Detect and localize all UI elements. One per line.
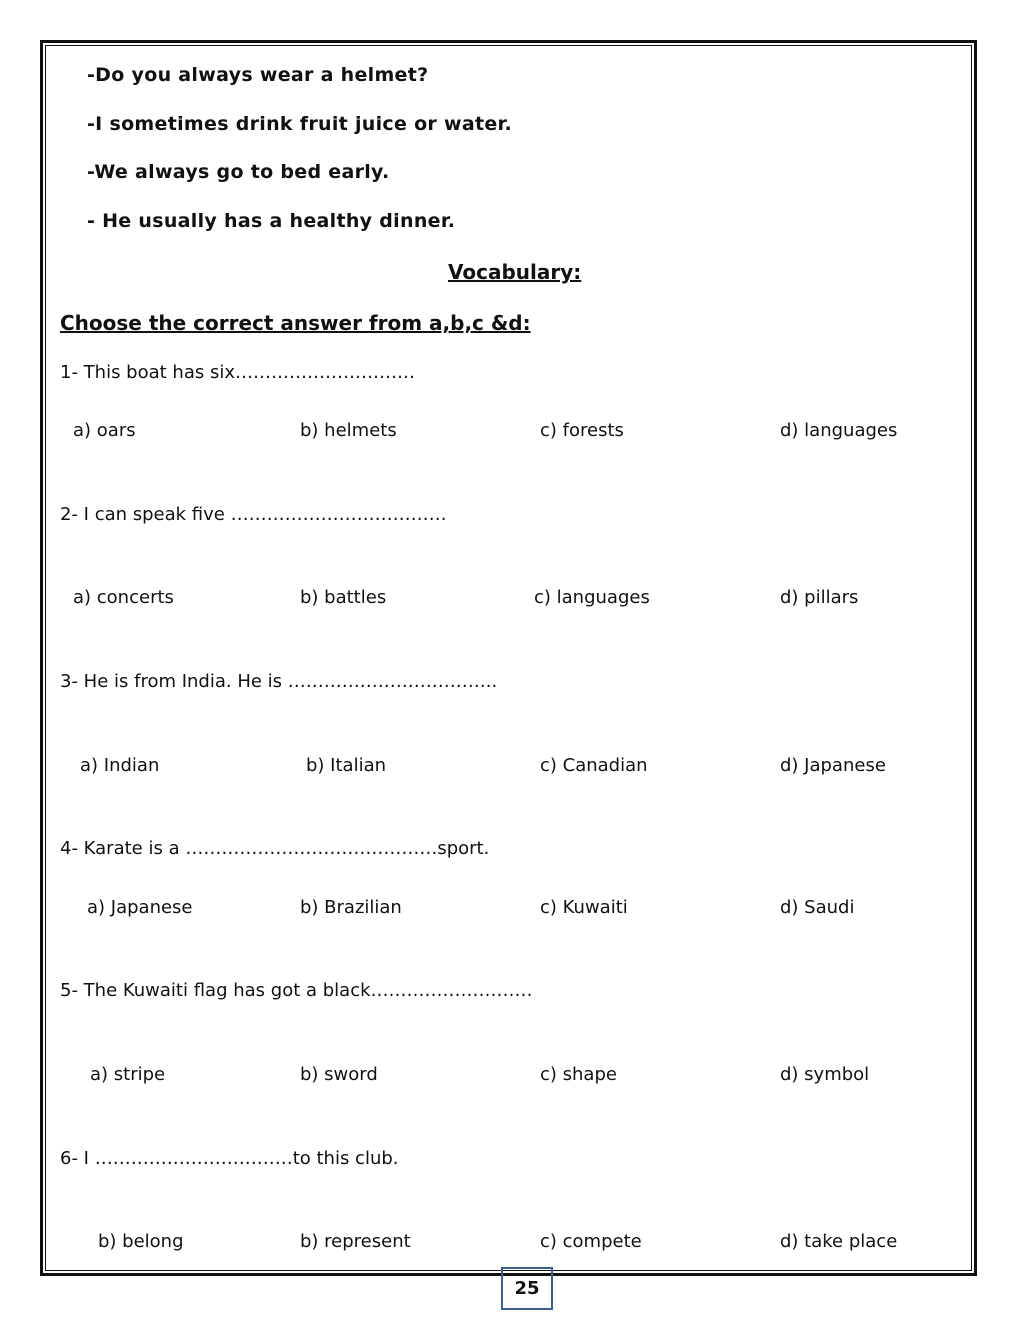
question-3: 3- He is from India. He is …………………………….. — [60, 671, 498, 692]
q3-option-b: b) Italian — [306, 755, 387, 776]
q5-option-b: b) sword — [300, 1064, 378, 1085]
q3-option-a: a) Indian — [80, 755, 160, 776]
q5-option-c: c) shape — [540, 1064, 617, 1085]
q2-option-d: d) pillars — [780, 587, 859, 608]
q1-option-a: a) oars — [73, 420, 136, 441]
q6-option-d: d) take place — [780, 1231, 898, 1252]
page-number: 25 — [501, 1267, 553, 1310]
q2-option-a: a) concerts — [73, 587, 174, 608]
q2-option-b: b) battles — [300, 587, 387, 608]
q3-option-c: c) Canadian — [540, 755, 648, 776]
question-5: 5- The Kuwaiti flag has got a black……………………… — [60, 980, 533, 1001]
q3-option-d: d) Japanese — [780, 755, 886, 776]
sentence-3: -We always go to bed early. — [87, 161, 390, 183]
q4-option-d: d) Saudi — [780, 897, 855, 918]
q1-option-b: b) helmets — [300, 420, 397, 441]
q5-option-d: d) symbol — [780, 1064, 870, 1085]
sentence-4: - He usually has a healthy dinner. — [87, 210, 456, 232]
q1-option-c: c) forests — [540, 420, 624, 441]
question-4: 4- Karate is a ……………………………………sport. — [60, 838, 490, 859]
question-1: 1- This boat has six………………………… — [60, 362, 415, 383]
q5-option-a: a) stripe — [90, 1064, 166, 1085]
q4-option-c: c) Kuwaiti — [540, 897, 628, 918]
question-6: 6- I ……………………………to this club. — [60, 1148, 399, 1169]
q6-option-b: b) represent — [300, 1231, 411, 1252]
sentence-1: -Do you always wear a helmet? — [87, 64, 429, 86]
instruction: Choose the correct answer from a,b,c &d: — [60, 311, 531, 335]
sentence-2: -I sometimes drink fruit juice or water. — [87, 113, 513, 135]
question-2: 2- I can speak five ……………………………… — [60, 504, 447, 525]
q2-option-c: c) languages — [534, 587, 650, 608]
q1-option-d: d) languages — [780, 420, 898, 441]
vocabulary-heading: Vocabulary: — [448, 260, 582, 284]
q4-option-a: a) Japanese — [87, 897, 193, 918]
q6-option-c: c) compete — [540, 1231, 642, 1252]
q4-option-b: b) Brazilian — [300, 897, 402, 918]
q6-option-a: b) belong — [98, 1231, 184, 1252]
